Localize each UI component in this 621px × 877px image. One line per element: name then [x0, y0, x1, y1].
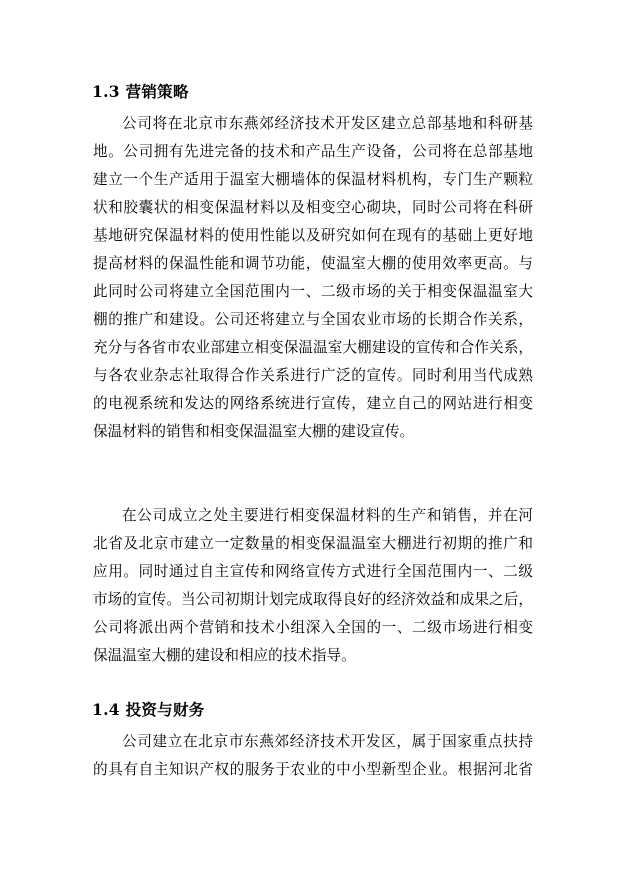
text-line: 状和胶囊状的相变保温材料以及相变空心砌块，同时公司将在科研: [93, 199, 533, 216]
section-title: 营销策略: [125, 83, 189, 101]
text-line: 北省及北京市建立一定数量的相变保温温室大棚进行初期的推广和: [93, 535, 533, 552]
text-line: 建立一个生产适用于温室大棚墙体的保温材料机构，专门生产颗粒: [93, 171, 533, 188]
text-line: 在公司成立之处主要进行相变保温材料的生产和销售，并在河: [122, 507, 533, 524]
text-line: 提高材料的保温性能和调节功能，使温室大棚的使用效率更高。与: [93, 255, 533, 272]
text-line: 保温温室大棚的建设和相应的技术指导。: [93, 647, 356, 664]
text-line: 与各农业杂志社取得合作关系进行广泛的宣传。同时利用当代成熟: [93, 367, 533, 384]
text-line: 地。公司拥有先进完备的技术和产品生产设备，公司将在总部基地: [93, 143, 533, 160]
text-line: 棚的推广和建设。公司还将建立与全国农业市场的长期合作关系，: [93, 311, 533, 328]
text-line: 保温材料的销售和相变保温温室大棚的建设宣传。: [93, 423, 415, 440]
text-line: 公司建立在北京市东燕郊经济技术开发区，属于国家重点扶持: [122, 733, 533, 750]
paragraph-investment-1: [93, 728, 533, 784]
text-line: 公司将在北京市东燕郊经济技术开发区建立总部基地和科研基: [122, 115, 533, 132]
section-number: 1.3: [92, 82, 120, 101]
text-line: 的电视系统和发达的网络系统进行宣传，建立自己的网站进行相变: [93, 395, 533, 412]
text-line: 市场的宣传。当公司初期计划完成取得良好的经济效益和成果之后，: [93, 591, 533, 608]
paragraph-marketing-1: [93, 110, 533, 446]
text-line: 的具有自主知识产权的服务于农业的中小型新型企业。根据河北省: [93, 761, 533, 778]
section-heading-1-4: [92, 700, 205, 720]
section-heading-1-3: [92, 82, 189, 102]
text-line: 充分与各省市农业部建立相变保温温室大棚建设的宣传和合作关系，: [93, 339, 533, 356]
text-line: 此同时公司将建立全国范围内一、二级市场的关于相变保温温室大: [93, 283, 533, 300]
paragraph-marketing-2: [93, 502, 533, 670]
text-line: 应用。同时通过自主宣传和网络宣传方式进行全国范围内一、二级: [93, 563, 533, 580]
text-line: 公司将派出两个营销和技术小组深入全国的一、二级市场进行相变: [93, 619, 533, 636]
text-line: 基地研究保温材料的使用性能以及研究如何在现有的基础上更好地: [93, 227, 533, 244]
section-number: 1.4: [92, 700, 120, 719]
section-title: 投资与财务: [125, 701, 205, 719]
